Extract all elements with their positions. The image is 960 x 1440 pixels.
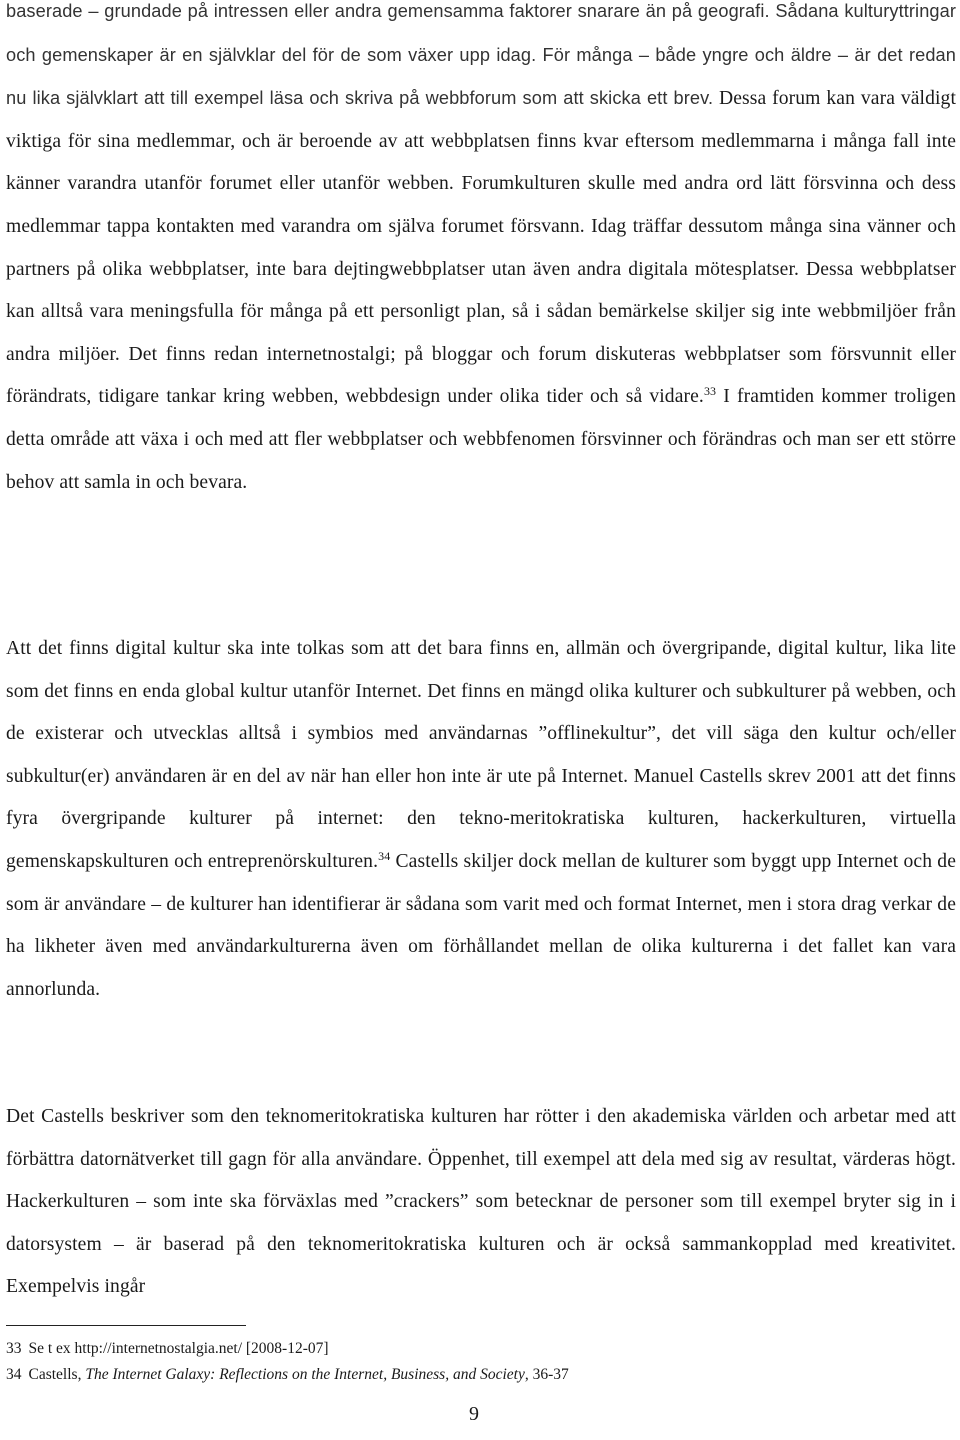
paragraph-text: Det Castells beskriver som den teknomeritokratiska kulturen har rötter i den akademiska världen och arbetar med att förbättra datornätverket till gagn för alla användare. Öppenhet, till exempel att dela med sig av resultat, värderas högt. Hackerkulturen – som inte ska förväxlas med ”crackers” som betecknar de personer som till exempel bryter sig in i datorsystem – är baserad på den teknomeritokratiska kulturen och är också sammankopplad med kreativitet. Exempelvis ingår xyxy=(6,1106,956,1298)
footnote-34 xyxy=(6,1362,956,1388)
footnote-text-after: , 36-37 xyxy=(524,1366,569,1383)
paragraph-2 xyxy=(6,628,956,1011)
footnote-number: 33 xyxy=(6,1340,22,1357)
footnotes xyxy=(6,1336,956,1388)
paragraph-text: Castells skiljer dock mellan de kulturer som byggt upp Internet och de som är användare – de kulturer han identifierar är sådana som varit med och format Internet, men i stora drag verkar de ha likheter även med användarkulturerna även om förhållandet mellan de olika kulturerna i det fallet kan vara annorlunda. xyxy=(6,850,957,1000)
paragraph-text: Dessa forum kan vara väldigt viktiga för sina medlemmar, och är beroende av att webbplatsen finns kvar eftersom medlemmarna i många fall inte känner varandra utanför forumet eller utanför webben. Forumkulturen skulle med andra ord lätt försvinna och dess medlemmar tappa kontakten med varandra om själva forumet försvann. Idag träffar dessutom många sina vänner och partners på olika webbplatser, inte bara dejtingwebbplatser utan även andra digitala mötesplatser. Dessa webbplatser kan alltså vara meningsfulla för många på ett personligt plan, så i sådan bemärkelse skiljer sig inte webbmiljöer från andra miljöer. Det finns redan internetnostalgi; på bloggar och forum diskuteras webbplatser som försvunnit eller förändrats, tidigare tankar kring webben, webbdesign under olika tider och så vidare. xyxy=(6,88,956,408)
paragraph-text: Att det finns digital kultur ska inte tolkas som att det bara finns en, allmän och övergripande, digital kultur, lika lite som det finns en enda global kultur utanför Internet. Det finns en mängd olika kulturer och subkulturer på webben, och de existerar och utvecklas alltså i symbios med användarnas ”offlinekultur”, det vill säga den kultur och/eller subkultur(er) användaren är en del av när han eller hon inte är ute på Internet. Manuel Castells skrev 2001 att det finns fyra övergripande kulturer på internet: den tekno-meritokratiska kulturen, hackerkulturen, virtuella gemenskapskulturen och entreprenörskulturen. xyxy=(6,638,956,872)
footnote-book-title: The Internet Galaxy: Reflections on the Internet, Business, and Society xyxy=(85,1366,525,1383)
footnote-number: 34 xyxy=(6,1366,22,1383)
page-number: 9 xyxy=(469,1403,479,1425)
paragraph-text: I framtiden kommer troligen detta område att växa i och med att fler webbplatser och webbfenomen försvinner och förändras och man ser ett större behov att samla in och bevara. xyxy=(6,386,956,493)
footnote-reference: 34 xyxy=(378,848,391,863)
footnote-reference: 33 xyxy=(703,384,717,399)
paragraph-text: baserade – grundade på intressen eller andra gemensamma faktorer snarare än på geografi. Sådana kulturyttringar och gemenskaper är en självklar del för de som växer upp idag. För många – både yngre och äldre – är det redan nu lika självklart att till exempel läsa och skriva på webbforum som att skicka ett brev. xyxy=(6,1,956,109)
footnote-text-before: Castells, xyxy=(28,1366,86,1383)
footnote-separator xyxy=(6,1325,246,1326)
paragraph-1 xyxy=(6,0,956,504)
footnote-text: Se t ex http://internetnostalgia.net/ [2008-12-07] xyxy=(28,1340,329,1357)
paragraph-3 xyxy=(6,1096,956,1309)
footnote-33 xyxy=(6,1336,956,1362)
document-page xyxy=(6,0,956,1440)
